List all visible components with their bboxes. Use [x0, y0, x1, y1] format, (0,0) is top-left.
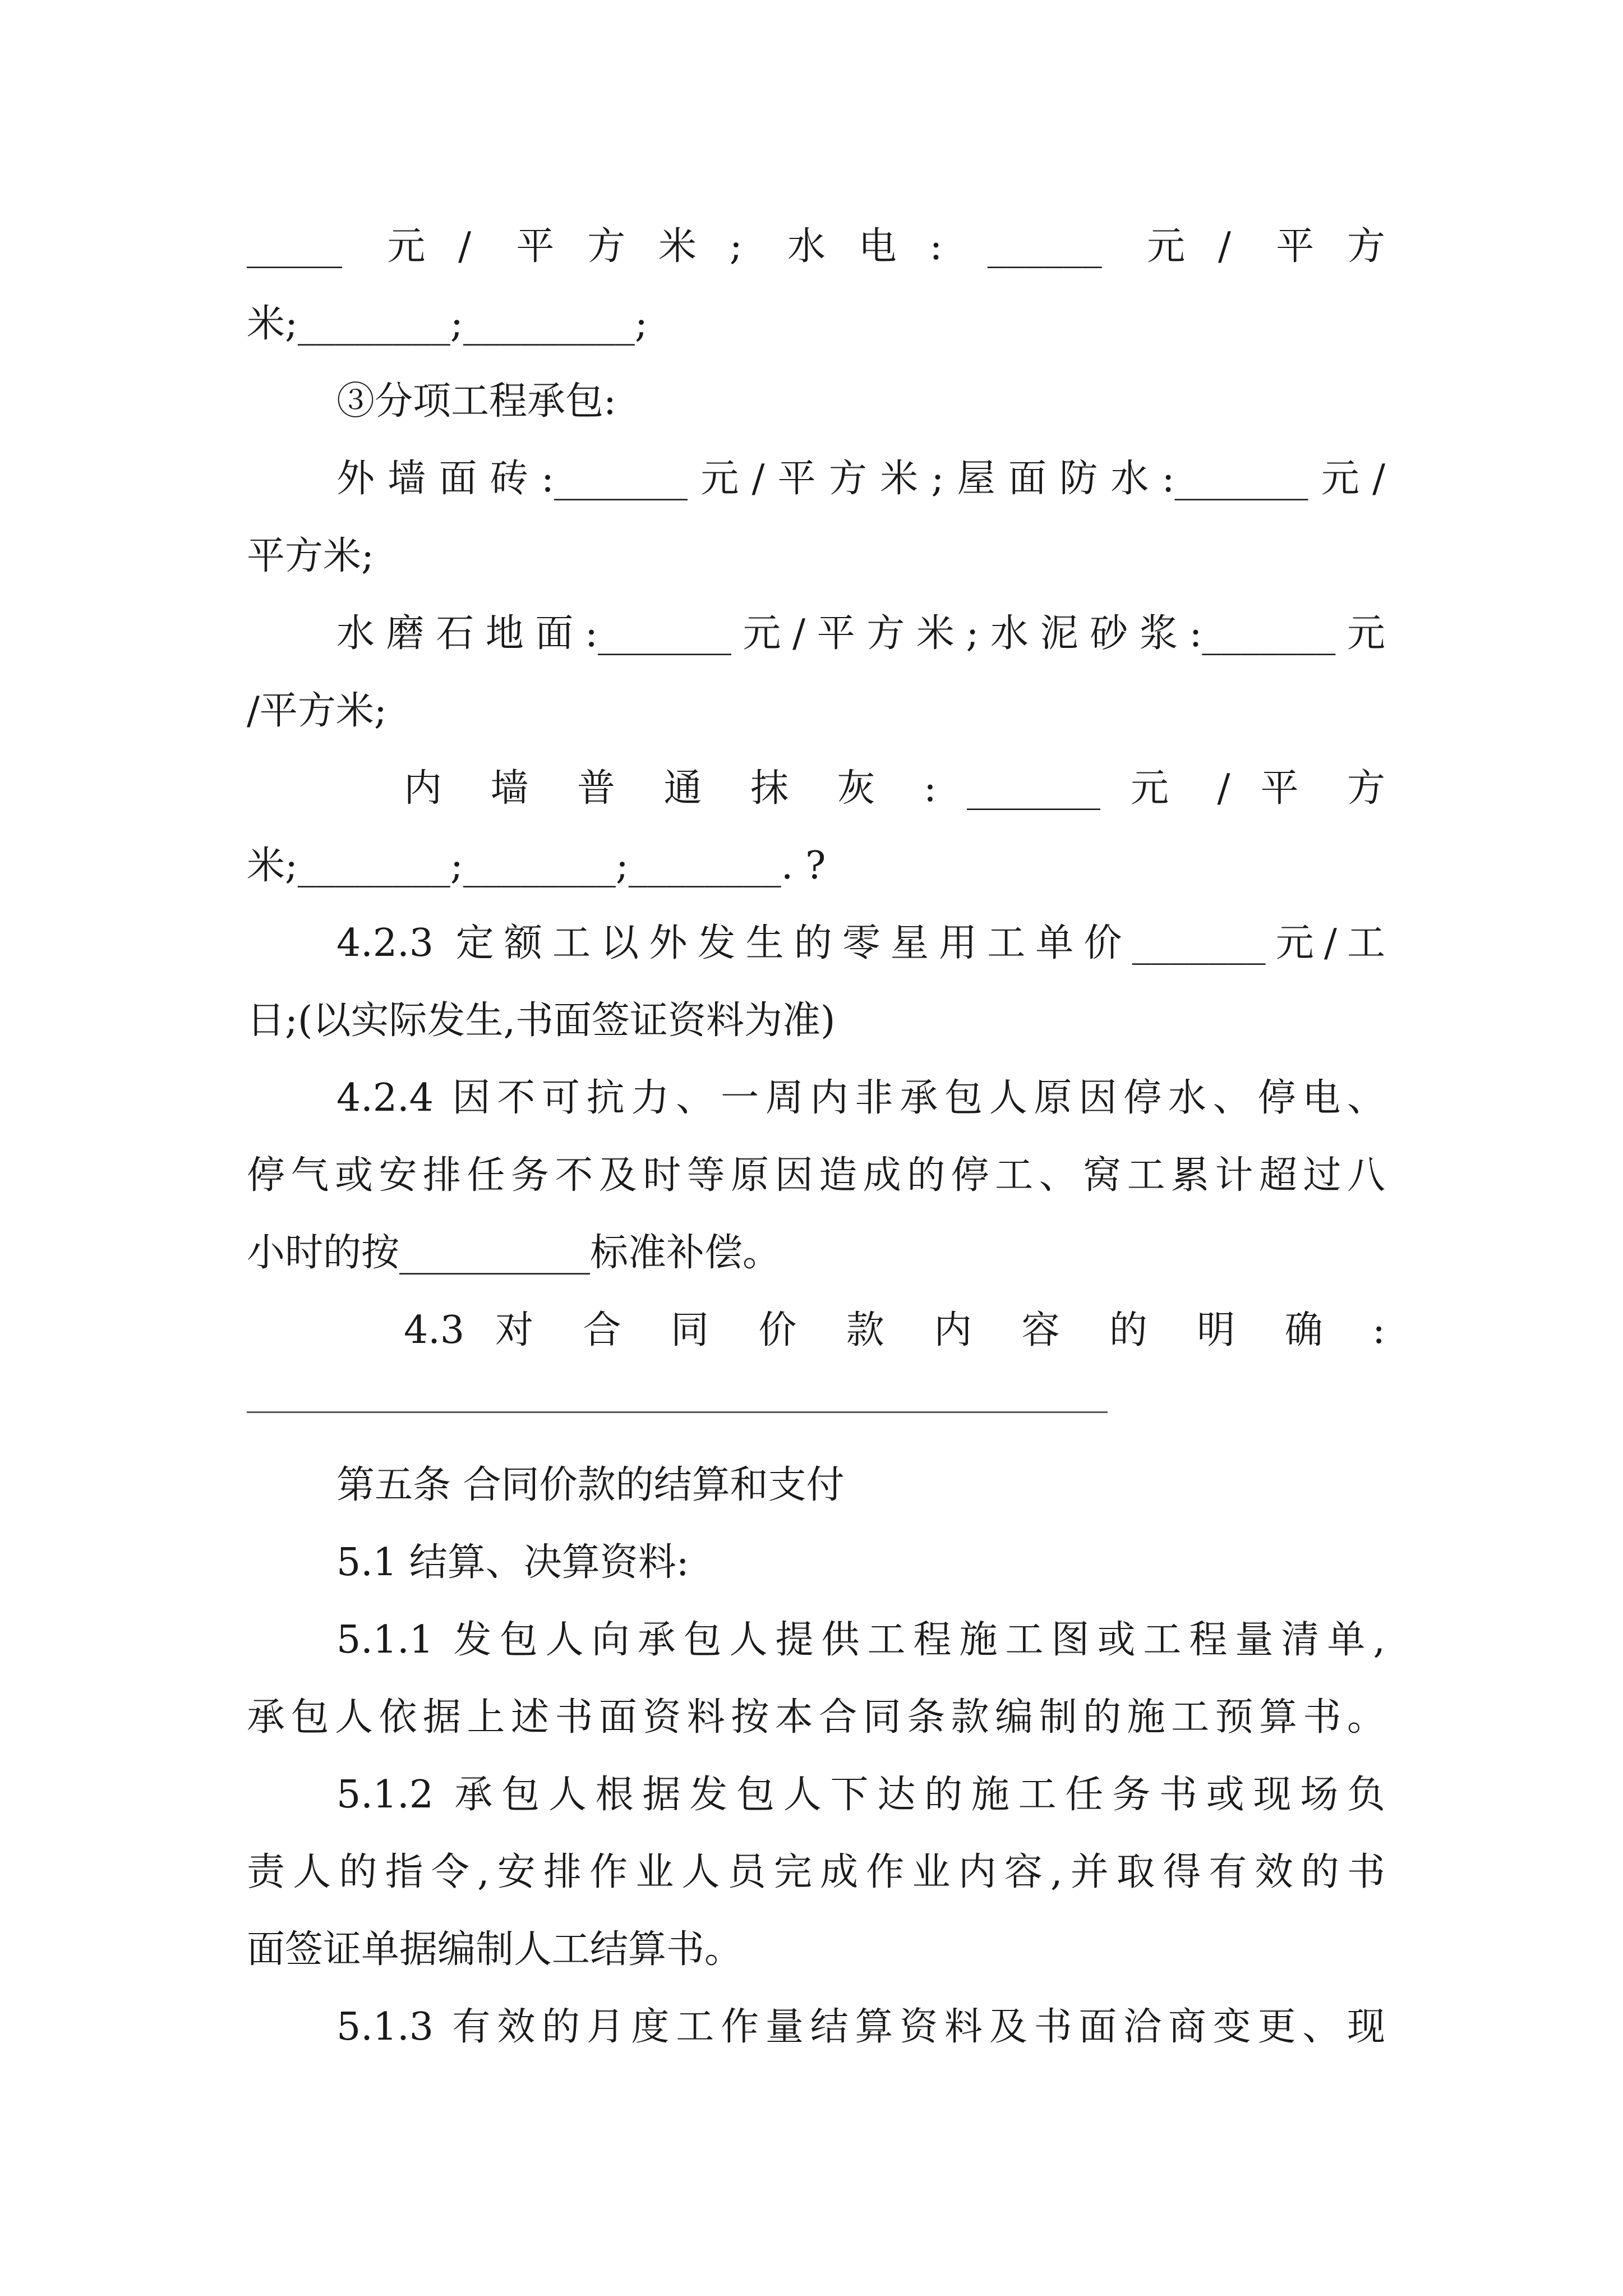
text-line-9: 米;________;________;________. ?	[247, 844, 826, 888]
text-line-22: 面签证单据编制人工结算书。	[247, 1927, 743, 1972]
text-line-21: 责人的指令,安排作业人员完成作业内容,并取得有效的书	[247, 1850, 1385, 1894]
text-line-2: 米;________;_________;	[247, 302, 648, 346]
section-heading-article-5: 第五条 合同价款的结算和支付	[336, 1463, 845, 1507]
fill-in-underline	[247, 1411, 1108, 1413]
text-line-18: 5.1.1 发包人向承包人提供工程施工图或工程量清单,	[336, 1618, 1385, 1662]
text-line-5: 平方米;	[247, 534, 374, 578]
text-line-1: _____ 元/ 平方米; 水电: ______ 元/ 平方	[247, 224, 1385, 269]
text-line-23: 5.1.3 有效的月度工作量结算资料及书面洽商变更、现	[336, 2005, 1385, 2049]
text-line-17: 5.1 结算、决算资料:	[336, 1540, 689, 1585]
text-line-12: 4.2.4 因不可抗力、一周内非承包人原因停水、停电、	[336, 1076, 1385, 1120]
text-line-4: 外墙面砖:_______元/平方米;屋面防水:_______元/	[336, 457, 1385, 501]
text-line-19: 承包人依据上述书面资料按本合同条款编制的施工预算书。	[247, 1695, 1385, 1740]
text-line-8: 内 墙 普 通 抹 灰 : _______ 元 / 平 方	[404, 766, 1385, 811]
text-line-10: 4.2.3 定额工以外发生的零星用工单价_______元/工	[336, 921, 1385, 965]
text-line-14: 小时的按__________标准补偿。	[247, 1231, 781, 1275]
text-line-20: 5.1.2 承包人根据发包人下达的施工任务书或现场负	[336, 1773, 1385, 1817]
text-line-11: 日;(以实际发生,书面签证资料为准)	[247, 999, 836, 1043]
text-line-6: 水磨石地面:_______元/平方米;水泥砂浆:_______元	[336, 611, 1385, 656]
text-line-7: /平方米;	[247, 689, 387, 733]
text-line-13: 停气或安排任务不及时等原因造成的停工、窝工累计超过八	[247, 1153, 1385, 1198]
text-line-3: ③分项工程承包:	[336, 379, 616, 424]
text-line-15: 4.3 对 合 同 价 款 内 容 的 明 确 :	[404, 1308, 1385, 1352]
